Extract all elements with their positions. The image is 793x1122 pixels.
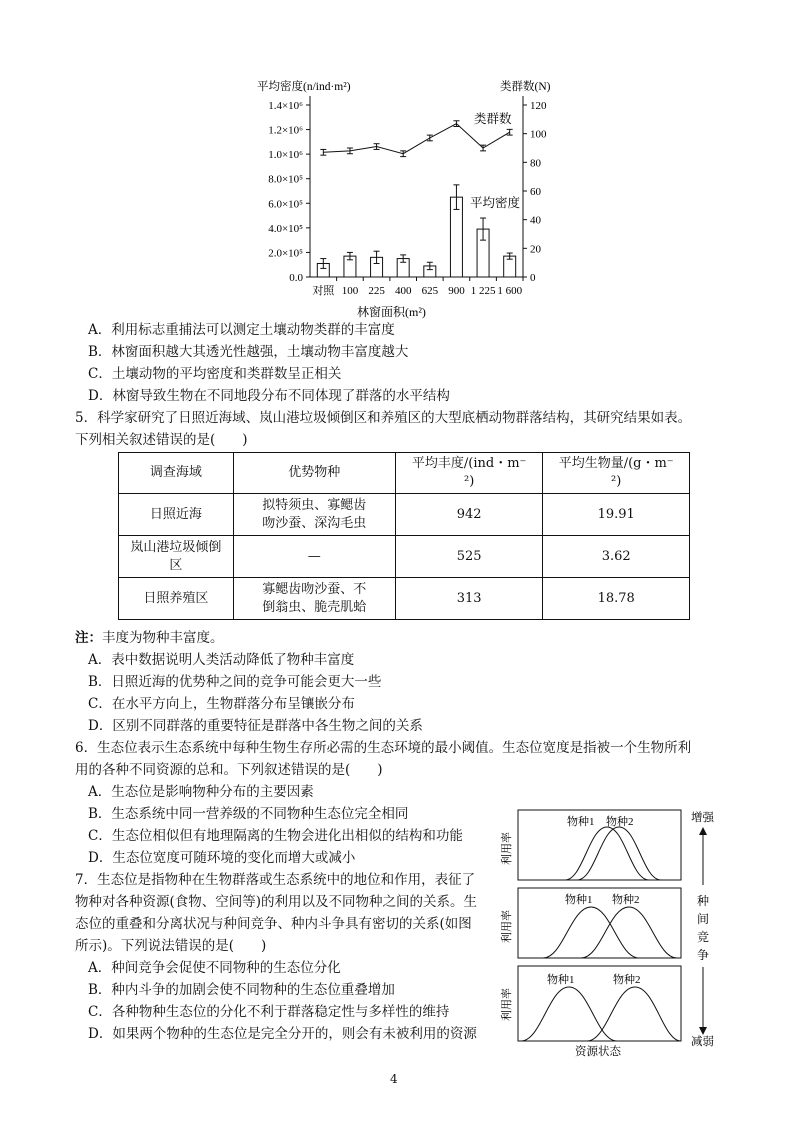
q7-stem-line4: 所示)。下列说法错误的是( ) [75, 938, 267, 954]
panel3-species2-label: 物种2 [613, 974, 641, 986]
q7-option-a: A．种间竞争会促使不同物种的生态位分化 [88, 960, 341, 976]
q4-option-d: D．林窗导致生物在不同地段分布不同体现了群落的水平结构 [88, 388, 450, 404]
q5-option-b: B．日照近海的优势种之间的竞争可能会更大一些 [88, 674, 382, 690]
cell-dominant: 拟特须虫、寡鳃齿 吻沙蚕、深沟毛虫 [233, 494, 395, 536]
left-tick-label: 1.2×10⁶ [268, 124, 303, 137]
right-tick-label: 40 [530, 214, 541, 227]
cell-abundance: 525 [395, 536, 542, 578]
table-row [119, 494, 690, 536]
q7-option-c: C．各种物种生态位的分化不利于群落稳定性与多样性的维持 [88, 1004, 450, 1020]
taxa-count-line [323, 124, 509, 154]
q5-note: 注：丰度为物种丰富度。 [75, 630, 224, 646]
q7-option-d: D．如果两个物种的生态位是完全分开的，则会有未被利用的资源 [88, 1026, 477, 1042]
panel1-species1-label: 物种1 [567, 816, 595, 828]
right-tick-label: 0 [530, 272, 536, 284]
weak-label: 减弱 [691, 1036, 714, 1048]
left-tick-label: 4.0×10⁵ [268, 222, 303, 235]
page-number: 4 [390, 1072, 398, 1086]
header-abundance: 平均丰度/(ind・m⁻ ²) [395, 453, 542, 494]
q7-stem-line2: 物种对各种资源(食物、空间等)的利用以及不同物种之间的关系。生 [75, 894, 478, 910]
left-tick-label: 1.0×10⁶ [268, 149, 303, 162]
cell-dominant: 寡鳃齿吻沙蚕、不 倒翁虫、脆壳肌蛤 [233, 578, 395, 620]
panel-mid-overlap [518, 888, 681, 958]
q6-option-c: C．生态位相似但有地理隔离的生物会进化出相似的结构和功能 [88, 828, 463, 844]
q5-option-d: D．区别不同群落的重要特征是群落中各生物之间的关系 [88, 718, 423, 734]
q4-option-b: B．林窗面积越大其透光性越强，土壤动物丰富度越大 [88, 344, 409, 360]
panel1-ylabel: 利用率 [501, 832, 513, 865]
left-tick-label: 1.4×10⁶ [268, 100, 303, 112]
q4-option-a: A．利用标志重捕法可以测定土壤动物类群的丰富度 [88, 322, 395, 338]
right-tick-label: 80 [530, 157, 541, 170]
table-row [119, 536, 690, 578]
q5-table [118, 452, 690, 620]
x-tick-label: 100 [341, 285, 359, 297]
panel2-species1-curve [543, 907, 639, 958]
x-tick-label: 1 600 [497, 285, 523, 297]
competition-char-2: 间 [697, 912, 710, 926]
left-tick-label: 6.0×10⁵ [268, 198, 303, 211]
line-series-label: 类群数 [474, 112, 512, 126]
panel3-ylabel: 利用率 [501, 988, 513, 1021]
q6-option-a: A．生态位是影响物种分布的主要因素 [88, 784, 314, 800]
cell-region: 日照养殖区 [119, 578, 234, 620]
x-axis-label: 林窗面积(m²) [357, 305, 426, 319]
left-tick-label: 8.0×10⁵ [268, 173, 303, 186]
panel3-species1-label: 物种1 [547, 974, 575, 986]
cell-biomass: 19.91 [543, 494, 690, 536]
q6-option-d: D．生态位宽度可随环境的变化而增大或减小 [88, 850, 356, 866]
q5-option-c: C．在水平方向上，生物群落分布呈镶嵌分布 [88, 696, 355, 712]
panel2-ylabel: 利用率 [501, 910, 513, 943]
q5-stem-line2: 下列相关叙述错误的是( ) [75, 432, 248, 448]
panel2-species1-label: 物种1 [565, 894, 593, 906]
right-axis-label: 类群数(N) [500, 81, 551, 93]
cell-biomass: 18.78 [543, 578, 690, 620]
resource-state-label: 资源状态 [575, 1046, 621, 1058]
right-tick-label: 60 [530, 186, 541, 198]
x-tick-label: 400 [394, 285, 412, 297]
panel3-species1-curve [521, 987, 617, 1041]
panel1-species2-label: 物种2 [606, 816, 634, 828]
x-tick-label: 900 [448, 285, 465, 297]
niche-overlap-figure [495, 805, 735, 1060]
header-biomass: 平均生物量/(g・m⁻ ²) [543, 453, 690, 494]
panel2-species2-label: 物种2 [612, 894, 640, 906]
forest-gap-chart [0, 0, 793, 330]
x-tick-label: 225 [368, 285, 385, 297]
header-dominant: 优势物种 [233, 453, 395, 494]
bar-series-label: 平均密度 [470, 196, 521, 210]
x-tick-label: 对照 [312, 285, 335, 297]
right-tick-label: 120 [530, 100, 547, 112]
q6-stem-line2: 用的各种不同资源的总和。下列叙述错误的是( ) [75, 762, 383, 778]
strong-label: 增强 [691, 812, 714, 824]
q6-stem-line1: 6．生态位表示生态系统中每种生物生存所必需的生态环境的最小阈值。生态位宽度是指被一个生物所利 [75, 740, 692, 756]
right-tick-label: 20 [530, 243, 541, 256]
cell-region: 岚山港垃圾倾倒 区 [119, 536, 234, 578]
panel-high-overlap [518, 810, 681, 880]
q4-option-c: C．土壤动物的平均密度和类群数呈正相关 [88, 366, 342, 382]
right-tick-label: 100 [530, 128, 547, 141]
q6-option-b: B．生态系统中同一营养级的不同物种生态位完全相同 [88, 806, 409, 822]
panel-separate [518, 966, 681, 1041]
q7-option-b: B．种内斗争的加剧会使不同物种的生态位重叠增加 [88, 982, 395, 998]
q5-option-a: A．表中数据说明人类活动降低了物种丰富度 [88, 652, 355, 668]
competition-char-1: 种 [697, 894, 710, 908]
header-region: 调查海域 [119, 453, 234, 494]
cell-region: 日照近海 [119, 494, 234, 536]
competition-char-4: 争 [697, 948, 710, 962]
panel3-species2-curve [587, 987, 681, 1041]
left-tick-label: 2.0×10⁵ [268, 247, 303, 260]
table-row [119, 578, 690, 620]
cell-abundance: 942 [395, 494, 542, 536]
q7-stem-line1: 7．生态位是指物种在生物群落或生态系统中的地位和作用，表征了 [75, 872, 476, 888]
left-tick-label: 0.0 [289, 272, 303, 284]
table-header-row [119, 453, 690, 494]
cell-abundance: 313 [395, 578, 542, 620]
panel2-species2-curve [581, 907, 677, 958]
competition-char-3: 竞 [697, 930, 710, 944]
x-tick-label: 1 225 [470, 285, 496, 297]
q7-stem-line3: 态位的重叠和分离状况与种间竞争、种内斗争具有密切的关系(如图 [75, 916, 472, 932]
q5-stem-line1: 5．科学家研究了日照近海域、岚山港垃圾倾倒区和养殖区的大型底栖动物群落结构，其研究结果如表。 [75, 410, 692, 426]
cell-dominant: — [233, 536, 395, 578]
x-tick-label: 625 [421, 285, 439, 297]
cell-biomass: 3.62 [543, 536, 690, 578]
left-axis-label: 平均密度(n/ind·m²) [257, 81, 351, 93]
